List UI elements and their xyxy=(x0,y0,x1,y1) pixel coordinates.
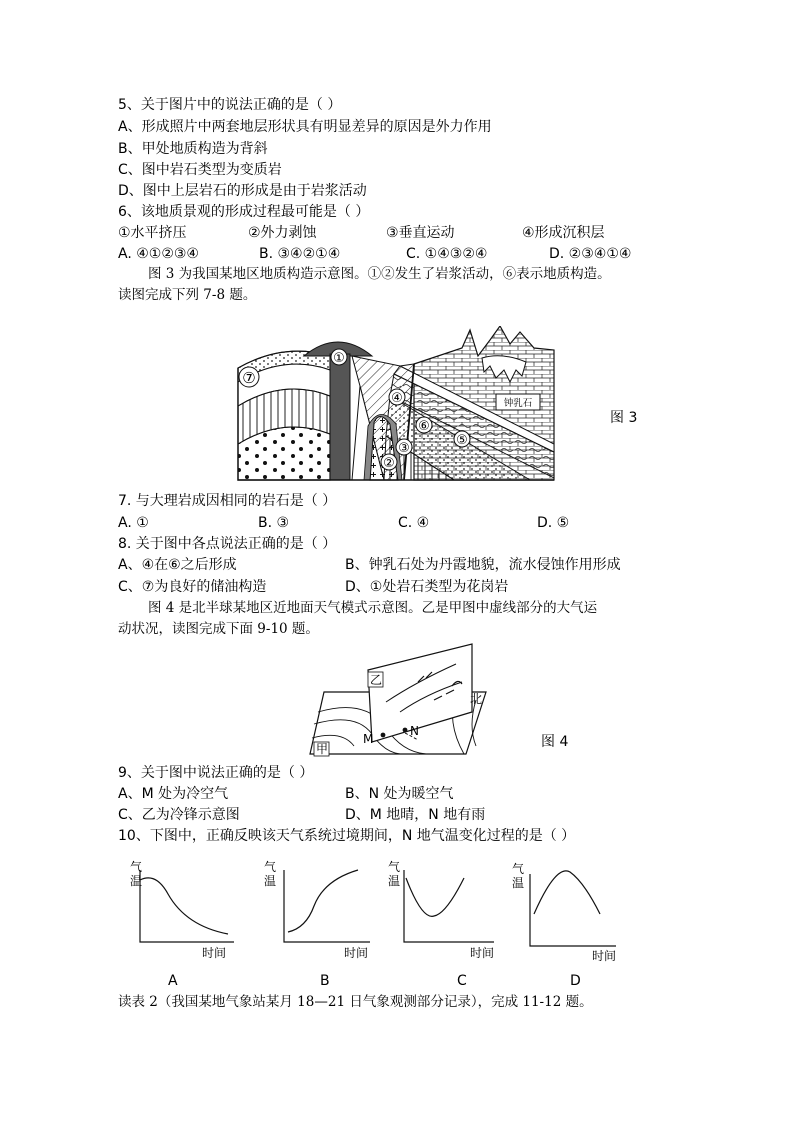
q5-option-b: B、甲处地质构造为背斜 xyxy=(118,141,268,157)
q6-option-b: B. ③④②①④ xyxy=(259,246,341,262)
fig3-label-4: ④ xyxy=(391,391,403,406)
q7-option-d: D. ⑤ xyxy=(537,515,570,531)
figure-4-caption: 图 4 xyxy=(541,734,569,750)
q6-option-a: A. ④①②③④ xyxy=(118,246,199,262)
q5-stem: 5、关于图片中的说法正确的是（ ） xyxy=(118,97,342,113)
q6-item-4: ④形成沉积层 xyxy=(522,225,605,241)
q5-option-a: A、形成照片中两套地层形状具有明显差异的原因是外力作用 xyxy=(118,119,492,135)
q9-option-a: A、M 处为冷空气 xyxy=(118,786,229,802)
q5-option-c: C、图中岩石类型为变质岩 xyxy=(118,162,282,178)
q9-option-d: D、M 地晴，N 地有雨 xyxy=(345,807,486,823)
q6-item-2: ②外力剥蚀 xyxy=(248,225,317,241)
q9-option-c: C、乙为冷锋示意图 xyxy=(118,807,240,823)
fig3-label-5: ⑤ xyxy=(456,433,468,448)
fig4-label-jia: 甲 xyxy=(316,742,329,756)
graph-d-x-label: 时间 xyxy=(592,949,617,963)
figure-4-weather-diagram xyxy=(306,642,490,758)
q9-option-b: B、N 处为暖空气 xyxy=(345,786,454,802)
intro-fig4-line1: 图 4 是北半球某地区近地面天气模式示意图。乙是甲图中虚线部分的大气运 xyxy=(148,600,598,616)
q6-stem: 6、该地质景观的形成过程最可能是（ ） xyxy=(118,204,370,220)
figure-3-caption: 图 3 xyxy=(610,410,638,426)
q8-stem: 8. 关于图中各点说法正确的是（ ） xyxy=(118,536,337,552)
q8-option-a: A、④在⑥之后形成 xyxy=(118,557,237,573)
q6-option-d: D. ②③④①④ xyxy=(549,246,632,262)
graph-a-x-label: 时间 xyxy=(202,946,227,960)
intro-fig3-line2: 读图完成下列 7-8 题。 xyxy=(118,287,257,303)
fig3-label-3: ③ xyxy=(398,441,410,456)
graph-d xyxy=(508,856,620,963)
q7-option-c: C. ④ xyxy=(398,515,430,531)
q6-item-1: ①水平挤压 xyxy=(118,225,187,241)
graph-a-y-label-2: 温 xyxy=(130,874,143,888)
figure-3-geologic-section xyxy=(234,326,560,482)
graph-a xyxy=(128,856,240,960)
graph-c-x-label: 时间 xyxy=(470,946,495,960)
q10-stem: 10、下图中，正确反映该天气系统过境期间，N 地气温变化过程的是（ ） xyxy=(118,828,576,844)
q8-option-d: D、①处岩石类型为花岗岩 xyxy=(345,579,509,595)
fig3-label-2: ② xyxy=(383,456,395,471)
q6-option-c: C. ①④③②④ xyxy=(406,246,488,262)
fig4-label-bei: 北 xyxy=(470,692,483,706)
graph-a-y-label-1: 气 xyxy=(130,860,143,874)
graph-b-y-label-1: 气 xyxy=(264,860,277,874)
q9-stem: 9、关于图中说法正确的是（ ） xyxy=(118,765,314,781)
graph-label-d: D xyxy=(570,973,581,989)
graph-b-x-label: 时间 xyxy=(344,946,369,960)
fig4-label-yi: 乙 xyxy=(370,673,383,687)
graph-c-y-label-2: 温 xyxy=(388,874,401,888)
q8-option-b: B、钟乳石处为丹霞地貌，流水侵蚀作用形成 xyxy=(345,557,621,573)
q6-item-3: ③垂直运动 xyxy=(386,225,455,241)
q7-option-a: A. ① xyxy=(118,515,149,531)
cave-label: 钟乳石 xyxy=(503,398,533,409)
fig4-label-n: N xyxy=(410,724,419,738)
fig4-label-m: M xyxy=(363,732,374,746)
q7-option-b: B. ③ xyxy=(258,515,290,531)
q5-option-d: D、图中上层岩石的形成是由于岩浆活动 xyxy=(118,183,367,199)
q8-option-c: C、⑦为良好的储油构造 xyxy=(118,579,267,595)
graph-c-y-label-1: 气 xyxy=(388,860,401,874)
fig3-label-1: ① xyxy=(333,351,345,366)
fig3-label-6: ⑥ xyxy=(418,419,430,434)
table-intro: 读表 2（我国某地气象站某月 18—21 日气象观测部分记录），完成 11-12 题。 xyxy=(118,994,593,1010)
q7-stem: 7. 与大理岩成因相同的岩石是（ ） xyxy=(118,493,337,509)
graph-label-c: C xyxy=(457,973,467,989)
graph-b xyxy=(262,856,374,960)
graph-d-y-label-2: 温 xyxy=(512,876,525,890)
fig3-label-7: ⑦ xyxy=(242,369,256,387)
intro-fig3-line1: 图 3 为我国某地区地质构造示意图。①②发生了岩浆活动，⑥表示地质构造。 xyxy=(148,266,611,282)
graph-b-y-label-2: 温 xyxy=(264,874,277,888)
graph-c xyxy=(386,856,498,960)
graph-d-y-label-1: 气 xyxy=(512,862,525,876)
intro-fig4-line2: 动状况，读图完成下面 9-10 题。 xyxy=(118,621,319,637)
graph-label-a: A xyxy=(168,973,178,989)
graph-label-b: B xyxy=(320,973,330,989)
